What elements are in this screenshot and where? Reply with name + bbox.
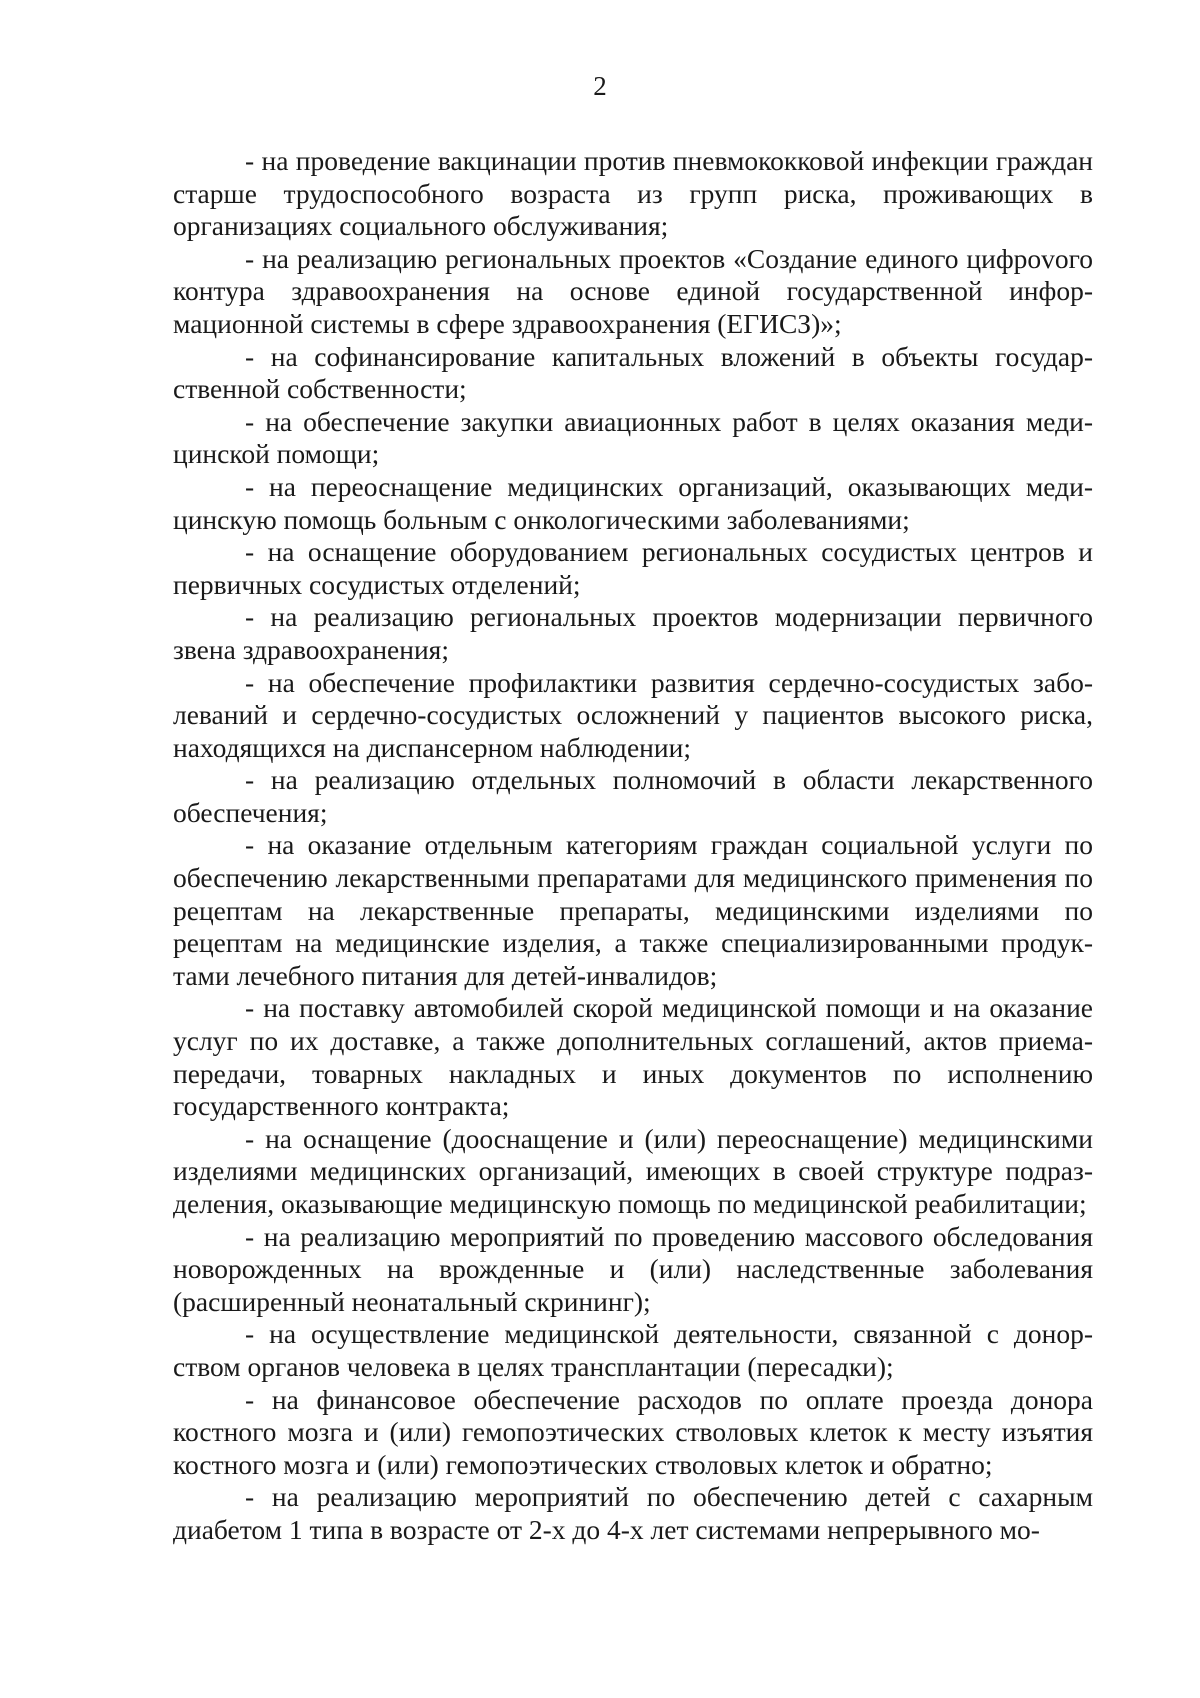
paragraph: - на софинансирование капитальных вложений в объекты государственной собственности; (173, 340, 1093, 405)
body-text (173, 145, 1093, 1547)
page-number: 2 (593, 71, 607, 101)
paragraph: - на реализацию региональных проектов «Создание единого цифроvого контура здравоохранения на основе единой государственной информационной системы в сфере здравоохранения (ЕГИСЗ)»; (173, 242, 1093, 339)
paragraph: - на оказание отдельным категориям граждан социальной услуги по обеспечению лекарственными препаратами для медицинского применения по рецептам на лекарственные препараты, медицинскими изделиями по рецептам на медицинские изделия, а также специализированными продуктами лечебного питания для детей-инвалидов; (173, 829, 1093, 991)
paragraph: - на реализацию мероприятий по обеспечению детей с сахарным диабетом 1 типа в возрасте от 2-х до 4-х лет системами непрерывного мо- (173, 1481, 1093, 1545)
paragraph: - на обеспечение профилактики развития сердечно-сосудистых заболеваний и сердечно-сосудистых осложнений у пациентов высокого риска, находящихся на диспансерном наблюдении; (173, 666, 1093, 763)
paragraph: - на реализацию отдельных полномочий в области лекарственного обеспечения; (173, 764, 1093, 828)
paragraph: - на финансовое обеспечение расходов по оплате проезда донора костного мозга и (или) гемопоэтических стволовых клеток к месту изъятия костного мозга и (или) гемопоэтических стволовых клеток и обратно; (173, 1383, 1093, 1480)
paragraph: - на обеспечение закупки авиационных работ в целях оказания медицинской помощи; (173, 405, 1093, 470)
paragraph: - на переоснащение медицинских организаций, оказывающих медицинскую помощь больным с онкологическими заболеваниями; (173, 470, 1093, 535)
paragraph: - на поставку автомобилей скорой медицинской помощи и на оказание услуг по их доставке, а также дополнительных соглашений, актов приема-передачи, товарных накладных и иных документов по исполнению государственного контракта; (173, 992, 1093, 1122)
paragraph: - на реализацию региональных проектов модернизации первичного звена здравоохранения; (173, 601, 1093, 665)
paragraph: - на проведение вакцинации против пневмококковой инфекции граждан старше трудоспособного возраста из групп риска, проживающих в организациях социального обслуживания; (173, 145, 1093, 242)
paragraph: - на оснащение оборудованием региональных сосудистых центров и первичных сосудистых отделений; (173, 536, 1093, 600)
paragraph: - на осуществление медицинской деятельности, связанной с донорством органов человека в целях трансплантации (пересадки); (173, 1318, 1093, 1382)
paragraph: - на реализацию мероприятий по проведению массового обследования новорожденных на врожденные и (или) наследственные заболевания (расширенный неонатальный скрининг); (173, 1220, 1093, 1317)
paragraph: - на оснащение (дооснащение и (или) переоснащение) медицинскими изделиями медицинских организаций, имеющих в своей структуре подразделения, оказывающие медицинскую помощь по медицинской реабилитации; (173, 1122, 1093, 1219)
